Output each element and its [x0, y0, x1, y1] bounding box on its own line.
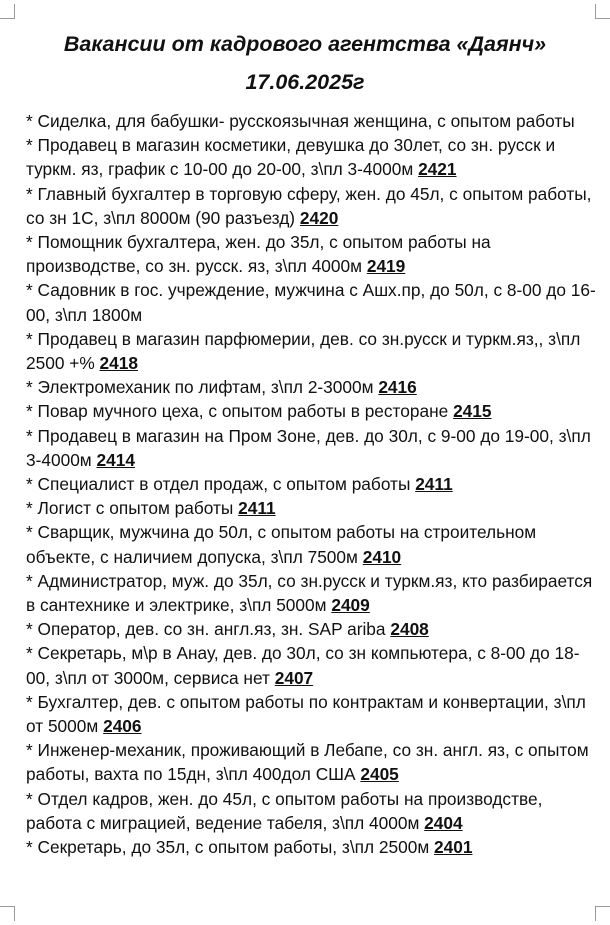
vacancy-item [26, 641, 596, 689]
vacancy-item [26, 835, 596, 859]
vacancy-item [26, 472, 596, 496]
vacancy-code: 2411 [238, 498, 276, 519]
page-title: Вакансии от кадрового агентства «Даянч» [63, 32, 547, 56]
vacancy-code: 2407 [274, 667, 314, 688]
vacancy-text: * Оператор, дев. со зн. англ.яз, зн. SAP ariba [26, 619, 391, 640]
vacancy-code: 2406 [103, 716, 142, 737]
vacancy-item [26, 496, 596, 520]
vacancy-code: 2404 [424, 812, 463, 833]
vacancy-text: * Секретарь, до 35л, с опытом работы, з\пл 2500м [26, 837, 435, 858]
vacancy-text: * Инженер-механик, проживающий в Лебапе, со зн. англ. яз, с опытом работы, вахта по 15дн, з\пл 400дол США [26, 740, 594, 785]
vacancy-code: 2419 [366, 256, 406, 277]
vacancy-code: 2409 [331, 595, 370, 616]
vacancy-item [26, 230, 596, 278]
page-corner-mark-bottom-left [0, 906, 15, 921]
vacancy-item [26, 109, 596, 133]
vacancy-code: 2420 [299, 207, 339, 228]
vacancy-code: 2414 [96, 449, 135, 470]
page-corner-mark-top-right [595, 4, 610, 19]
vacancy-text: * Продавец в магазин парфюмерии, дев. со зн.русск и туркм.яз,, з\пл 2500 +% [26, 328, 586, 374]
vacancy-text: * Садовник в гос. учреждение, мужчина с Ашх.пр, до 50л, с 8-00 до 16-00, з\пл 1800м [26, 280, 596, 325]
vacancy-text: * Продавец в магазин косметики, девушка до 30лет, со зн. русск и туркм. яз, график с 10-00 до 20-00, з\пл 3-4000м [26, 135, 604, 180]
vacancy-text: * Электромеханик по лифтам, з\пл 2-3000м [26, 377, 379, 398]
vacancy-item [26, 520, 596, 568]
vacancy-code: 2405 [360, 764, 399, 785]
vacancy-text: * Логист с опытом работы [26, 498, 239, 519]
vacancy-text: * Сиделка, для бабушки- русскоязычная женщина, с опытом работы [26, 111, 575, 131]
vacancy-text: * Бухгалтер, дев. с опытом работы по контрактам и конвертации, з\пл от 5000м [26, 691, 591, 737]
vacancy-text: * Сварщик, мужчина до 50л, с опытом работы на строительном объекте, с наличием допуска, з\пл 7500м [26, 522, 541, 567]
vacancy-item [26, 182, 596, 230]
vacancy-item [26, 133, 604, 181]
vacancy-item [26, 787, 596, 835]
vacancy-item [26, 399, 596, 423]
vacancy-text: * Специалист в отдел продаж, с опытом работы [26, 474, 416, 495]
vacancy-code: 2410 [362, 546, 402, 567]
vacancy-code: 2408 [390, 619, 429, 640]
vacancy-item [26, 375, 596, 399]
vacancy-item [26, 278, 596, 326]
vacancy-item [26, 327, 596, 375]
vacancy-text: * Продавец в магазин на Пром Зоне, дев. до 30л, с 9-00 до 19-00, з\пл 3-4000м [26, 425, 606, 470]
vacancy-item [26, 569, 596, 617]
vacancy-text: * Администратор, муж. до 35л, со зн.русск и туркм.яз, кто разбирается в сантехнике и электрике, з\пл 5000м [26, 570, 598, 616]
vacancy-text: * Главный бухгалтер в торговую сферу, жен. до 45л, с опытом работы, со зн 1С, з\пл 8000м (90 разъезд) [26, 183, 597, 228]
vacancy-code: 2416 [378, 377, 417, 398]
page-corner-mark-top-left [0, 4, 15, 19]
page-date: 17.06.2025г [245, 70, 365, 94]
vacancy-item [26, 617, 596, 641]
vacancy-text: * Отдел кадров, жен. до 45л, с опытом работы на производстве, работа с миграцией, ведение табеля, з\пл 4000м [26, 788, 548, 833]
vacancy-text: * Секретарь, м\р в Анау, дев. до 30л, со зн компьютера, с 8-00 до 18-00, з\пл от 3000м, сервиса нет [26, 643, 580, 688]
vacancy-item [26, 738, 596, 786]
vacancy-text: * Повар мучного цеха, с опытом работы в ресторане [26, 401, 454, 422]
vacancy-item [26, 424, 606, 472]
vacancy-text: * Помощник бухгалтера, жен. до 35л, с опытом работы на производстве, со зн. русск. яз, з\пл 4000м [26, 232, 496, 277]
vacancy-code: 2421 [418, 159, 457, 180]
vacancy-code: 2401 [434, 837, 473, 858]
vacancy-code: 2411 [415, 474, 453, 495]
vacancy-list [26, 109, 606, 859]
vacancy-item [26, 690, 596, 738]
vacancy-code: 2415 [453, 401, 492, 422]
vacancy-code: 2418 [99, 353, 138, 374]
page-corner-mark-bottom-right [595, 906, 610, 921]
